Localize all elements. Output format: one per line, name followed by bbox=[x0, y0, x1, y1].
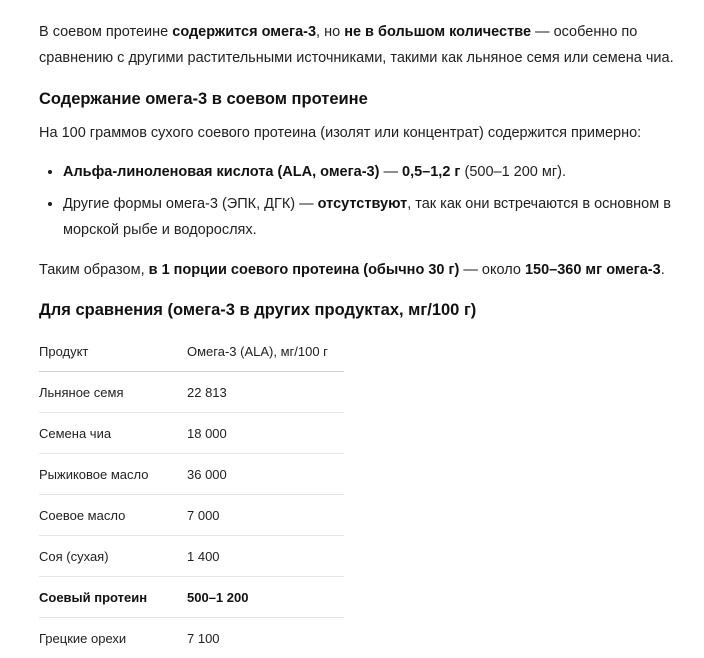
table-header-row bbox=[39, 331, 344, 372]
column-header: Омега-3 (ALA), мг/100 г bbox=[187, 331, 344, 372]
list-item bbox=[63, 191, 689, 243]
text: (500–1 200 мг). bbox=[460, 164, 566, 180]
lead-paragraph: На 100 граммов сухого соевого протеина (изолят или концентрат) содержится примерно: bbox=[39, 120, 641, 146]
text: . bbox=[661, 262, 665, 278]
cell-value: 500–1 200 bbox=[187, 577, 344, 618]
cell-product: Льняное семя bbox=[39, 372, 187, 413]
bold-text: 0,5–1,2 г bbox=[402, 164, 460, 180]
text: В соевом протеине bbox=[39, 24, 172, 40]
cell-value: 18 000 bbox=[187, 413, 344, 454]
table-row bbox=[39, 618, 344, 658]
bullet-list bbox=[39, 159, 689, 249]
intro-paragraph bbox=[39, 19, 689, 71]
cell-product: Грецкие орехи bbox=[39, 618, 187, 658]
summary-paragraph bbox=[39, 257, 665, 283]
cell-product: Соя (сухая) bbox=[39, 536, 187, 577]
cell-product: Рыжиковое масло bbox=[39, 454, 187, 495]
cell-product: Соевый протеин bbox=[39, 577, 187, 618]
list-item bbox=[63, 159, 689, 185]
table-row bbox=[39, 495, 344, 536]
cell-product: Семена чиа bbox=[39, 413, 187, 454]
table-row bbox=[39, 413, 344, 454]
text: Таким образом, bbox=[39, 262, 149, 278]
bold-text: не в большом количестве bbox=[344, 24, 531, 40]
cell-value: 1 400 bbox=[187, 536, 344, 577]
cell-value: 22 813 bbox=[187, 372, 344, 413]
bold-text: в 1 порции соевого протеина (обычно 30 г) bbox=[149, 262, 460, 278]
cell-value: 7 000 bbox=[187, 495, 344, 536]
table-row bbox=[39, 372, 344, 413]
text: — около bbox=[459, 262, 525, 278]
comparison-table bbox=[39, 331, 344, 658]
bold-text: содержится омега-3 bbox=[172, 24, 316, 40]
bold-text: 150–360 мг омега-3 bbox=[525, 262, 661, 278]
text: — особенно по сравнению с другими растительными источниками, такими как льняное семя или семена чиа. bbox=[39, 24, 674, 66]
cell-value: 36 000 bbox=[187, 454, 344, 495]
bold-text: Альфа-линоленовая кислота (ALA, омега-3) bbox=[63, 164, 379, 180]
text: — bbox=[379, 164, 402, 180]
text: Другие формы омега-3 (ЭПК, ДГК) — bbox=[63, 196, 318, 212]
bold-text: отсутствуют bbox=[318, 196, 408, 212]
section-heading: Содержание омега-3 в соевом протеине bbox=[39, 90, 368, 109]
table-row-highlighted bbox=[39, 577, 344, 618]
table-row bbox=[39, 536, 344, 577]
text: , но bbox=[316, 24, 344, 40]
comparison-heading: Для сравнения (омега-3 в других продуктах, мг/100 г) bbox=[39, 301, 476, 320]
cell-product: Соевое масло bbox=[39, 495, 187, 536]
cell-value: 7 100 bbox=[187, 618, 344, 658]
table-row bbox=[39, 454, 344, 495]
text: , так как они встречаются в основном в морской рыбе и водорослях. bbox=[63, 196, 671, 238]
column-header: Продукт bbox=[39, 331, 187, 372]
